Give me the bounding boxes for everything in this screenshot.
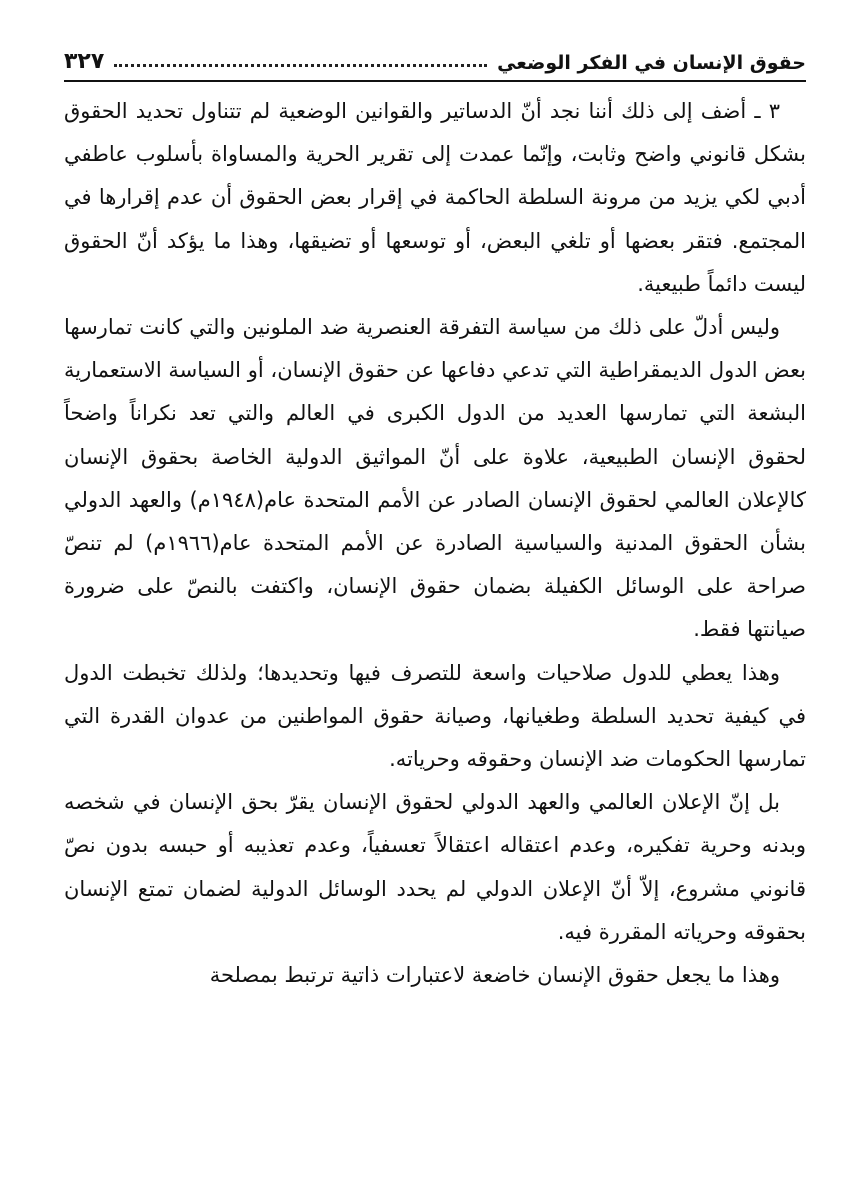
running-title: حقوق الإنسان في الفكر الوضعي xyxy=(497,52,806,74)
header-leader-dots xyxy=(114,64,487,67)
paragraph-5: وهذا ما يجعل حقوق الإنسان خاضعة لاعتبارات ذاتية ترتبط بمصلحة xyxy=(209,963,780,988)
page-number: ٣٢٧ xyxy=(64,49,105,74)
paragraph-2: وليس أدلّ على ذلك من سياسة التفرقة العنصرية ضد الملونين والتي كانت تمارسها بعض الدول الديمقراطية التي تدعي دفاعها عن حقوق الإنسان، أو السياسة الاستعمارية البشعة التي تمارسها العديد من الدول الكبرى في العالم والتي تعد نكراناً واضحاً لحقوق الإنسان الطبيعية، علاوة على أنّ المواثيق الدولية الخاصة بحقوق الإنسان كالإعلان العالمي لحقوق الإنسان الصادر عن الأمم المتحدة عام(١٩٤٨م) والعهد الدولي بشأن الحقوق المدنية والسياسية الصادرة عن الأمم المتحدة عام(١٩٦٦م) لم تنصّ صراحة على الوسائل الكفيلة بضمان حقوق الإنسان، واكتفت بالنصّ على ضرورة صيانتها فقط. xyxy=(64,315,806,642)
paragraph-3: وهذا يعطي للدول صلاحيات واسعة للتصرف فيها وتحديدها؛ ولذلك تخبطت الدول في كيفية تحديد السلطة وطغيانها، وصيانة حقوق المواطنين من عدوان القدرة التي تمارسها الحكومات ضد الإنسان وحقوقه وحرياته. xyxy=(64,660,806,772)
header-divider xyxy=(64,80,806,82)
paragraph-1: ٣ ـ أضف إلى ذلك أننا نجد أنّ الدساتير والقوانين الوضعية لم تتناول تحديد الحقوق بشكل قانوني واضح وثابت، وإنّما عمدت إلى تقرير الحرية والمساواة بأسلوب عاطفي أدبي لكي يزيد من مرونة السلطة الحاكمة في إقرار بعض الحقوق أن عدم إقرارها في المجتمع. فتقر بعضها أو تلغي البعض، أو توسعها أو تضيقها، وهذا ما يؤكد أنّ الحقوق ليست دائماً طبيعية. xyxy=(64,99,806,296)
body-text xyxy=(64,90,806,997)
page-header xyxy=(64,34,806,74)
paragraph-4: بل إنّ الإعلان العالمي والعهد الدولي لحقوق الإنسان يقرّ بحق الإنسان في شخصه وبدنه وحرية تفكيره، وعدم اعتقاله اعتقالاً تعسفياً، وعدم تعذيبه أو حبسه بدون نصّ قانوني مشروع، إلاّ أنّ الإعلان الدولي لم يحدد الوسائل الدولية لضمان تمتع الإنسان بحقوقه وحرياته المقررة فيه. xyxy=(64,790,806,944)
